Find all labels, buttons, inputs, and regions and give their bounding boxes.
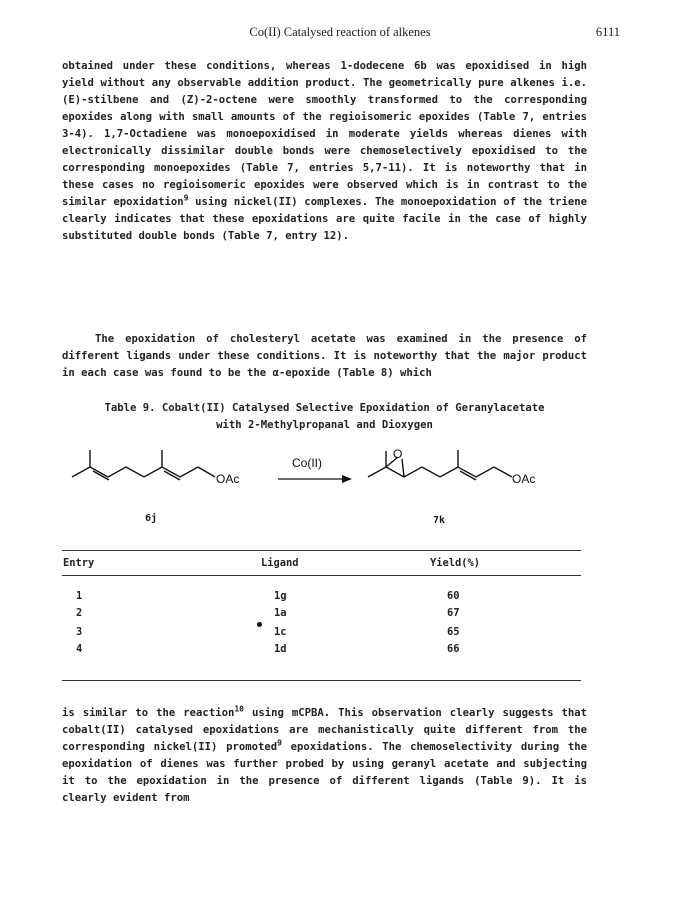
stray-dot [257,622,262,627]
table-cell-entry: 3 [76,626,83,638]
table-caption-line-1: Table 9. Cobalt(II) Catalysed Selective Epoxidation of Geranylacetate [104,402,545,414]
citation-ref: 10 [234,704,244,714]
table-cell-entry: 4 [76,643,83,655]
citation-ref: 9 [183,193,189,203]
table-cell-ligand: 1a [274,607,287,619]
citation-ref: 9 [277,738,282,748]
paragraph-3 [62,705,587,807]
table-caption [62,400,587,434]
page-number: 6111 [595,25,620,39]
reactant-label: 6j [145,513,158,524]
table-cell-entry: 2 [76,607,83,619]
table-cell-entry: 1 [76,590,83,602]
table-cell-yield: 66 [447,643,460,655]
running-title: Co(II) Catalysed reaction of alkenes [249,25,431,39]
running-header [60,25,620,41]
paragraph-1 [62,58,587,245]
table-cell-ligand: 1d [274,643,287,655]
paragraph-2 [62,331,587,382]
geranyl-acetate-structure [72,450,215,480]
column-header-entry: Entry [63,557,95,569]
table-cell-ligand: 1g [274,590,287,602]
reagent-label: Co(II) [292,456,322,470]
table-cell-yield: 60 [447,590,460,602]
epoxide-oxygen: O [393,447,403,461]
product-group: OAc [512,472,536,486]
paragraph-1-text: obtained under these conditions, whereas 1-dodecene 6b was epoxidised in high yield without any observable addition product. The geometrically pure alkenes i.e. (E)-stilbene and (Z)-2-octene were smoothly transformed to the corresponding epoxides along with small amounts of the regioisomeric epoxides (Table 7, entries 3-4). 1,7-Octadiene was monoepoxidised in moderate yields whereas dienes with electronically dissimilar double bonds were chemoselectively epoxidised to the corresponding monoepoxides (Table 7, entries 5,7-11). It is noteworthy that in these cases no regioisomeric epoxides were observed which is in contrast to the similar epoxidation [62,60,587,208]
paragraph-3-text-b: using mCPBA. This observation clearly suggests that cobalt(II) catalysed epoxidations are mechanistically quite different from the corresponding nickel(II) promoted [62,707,587,753]
reactant-group: OAc [216,472,240,486]
epoxide-product-structure [368,450,512,480]
paragraph-1-tail: using nickel(II) complexes. The monoepoxidation of the triene clearly indicates that these epoxidations are quite facile in the case of highly substituted double bonds (Table 7, entry 12). [62,196,587,242]
table-cell-yield: 65 [447,626,460,638]
paragraph-3-text-c: epoxidations. The chemoselectivity during the epoxidation of dienes was further probed by using geranyl acetate and subjecting it to the epoxidation in the presence of different ligands (Table 9). It is clearly evident from [62,741,587,804]
column-header-yield: Yield(%) [430,557,481,569]
table-header-rule [62,575,581,576]
reaction-scheme-drawing [60,445,620,540]
column-header-ligand: Ligand [261,557,299,569]
table-caption-line-2: with 2-Methylpropanal and Dioxygen [216,419,433,431]
paragraph-2-text: The epoxidation of cholesteryl acetate was examined in the presence of different ligands under these conditions. It is noteworthy that the major product in each case was found to be the α-epoxide (Table 8) which [62,333,587,379]
table-top-rule [62,550,581,551]
product-label: 7k [433,515,446,526]
table-cell-yield: 67 [447,607,460,619]
reaction-arrow [278,475,352,483]
table-cell-ligand: 1c [274,626,287,638]
paragraph-3-text-a: is similar to the reaction [62,707,235,719]
table-bottom-rule [62,680,581,681]
reaction-scheme [60,445,620,540]
